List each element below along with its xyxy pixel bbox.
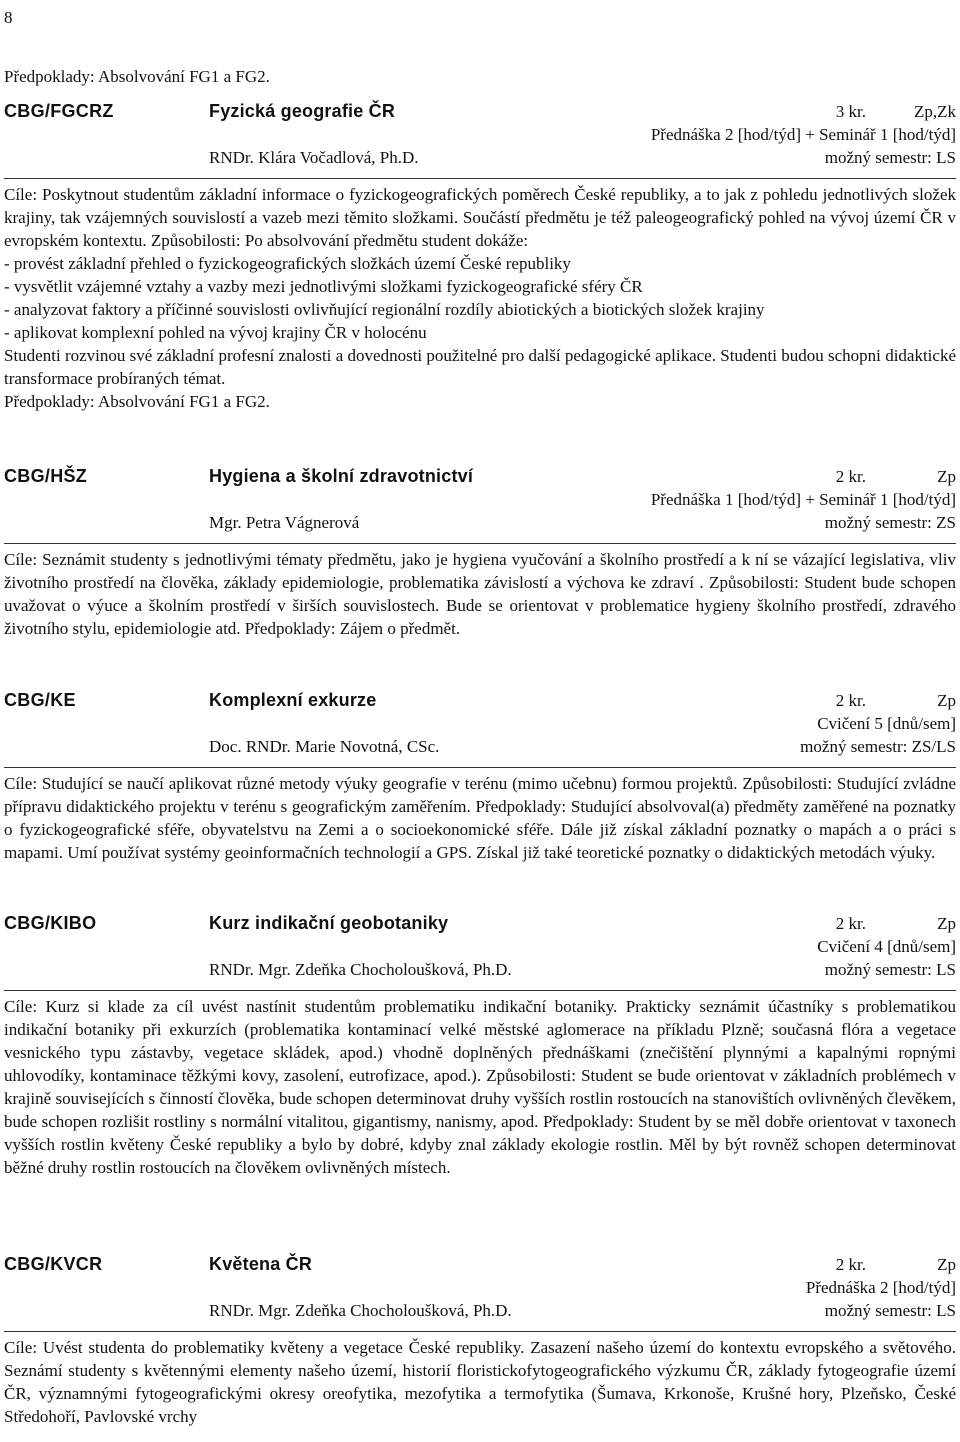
exam-type: Zp [937, 691, 956, 710]
divider [4, 178, 956, 179]
course-code: CBG/KE [4, 690, 76, 710]
course-teacher-row [4, 735, 956, 758]
course-teacher-row [4, 1299, 956, 1322]
course-teacher: Doc. RNDr. Marie Novotná, CSc. [209, 737, 440, 756]
course-semester: možný semestr: LS [824, 960, 956, 979]
course-header [4, 689, 956, 712]
exam-type: Zp,Zk [913, 102, 956, 121]
course-semester: možný semestr: LS [824, 1301, 956, 1320]
divider [4, 1331, 956, 1332]
course-description [4, 548, 956, 640]
credit-count: 2 kr. [835, 914, 866, 933]
course-title: Kurz indikační geobotaniky [209, 913, 449, 933]
course-outcome-paragraph: Studenti rozvinou své základní profesní znalosti a dovednosti použitelné pro další pedagogické aplikace. Studenti budou schopni didaktické transformace probíraných témat. [4, 346, 956, 388]
course-description-paragraph: Cíle: Seznámit studenty s jednotlivými tématy předmětu, jako je hygiena vyučování a školního prostředí a k ní se vázající legislativa, vliv životního prostředí na člověka, základy epidemiologie, problematika závislostí a výchova ke zdraví . Způsobilosti: Student bude schopen uvažovat o výuce a školním prostředí v širších souvislostech. Bude se orientovat v problematice hygieny školního prostředí, zdravého životního stylu, epidemiologie atd. Předpoklady: Zájem o předmět. [4, 550, 956, 638]
bullet-item: - aplikovat komplexní pohled na vývoj krajiny ČR v holocénu [4, 323, 427, 342]
course-title: Hygiena a školní zdravotnictví [209, 466, 474, 486]
credit-count: 2 kr. [835, 467, 866, 486]
course-header [4, 912, 956, 935]
bullet-item: - provést základní přehled o fyzickogeografických složkách území České republiky [4, 254, 571, 273]
credit-count: 3 kr. [835, 102, 866, 121]
course-hours-row [4, 712, 956, 735]
course-description [4, 995, 956, 1179]
course-teacher: RNDr. Klára Vočadlová, Ph.D. [209, 148, 419, 167]
divider [4, 767, 956, 768]
course-kvcr [4, 1253, 956, 1428]
exam-type: Zp [937, 1255, 956, 1274]
course-description [4, 1336, 956, 1428]
course-code: CBG/HŠZ [4, 466, 88, 486]
course-semester: možný semestr: LS [824, 148, 956, 167]
course-hours-row [4, 935, 956, 958]
course-fgcrz [4, 100, 956, 413]
course-credits [836, 689, 956, 712]
course-prerequisites: Předpoklady: Absolvování FG1 a FG2. [4, 392, 270, 411]
course-hours: Cvičení 4 [dnů/sem] [817, 937, 956, 956]
course-teacher-row [4, 958, 956, 981]
exam-type: Zp [937, 467, 956, 486]
course-description [4, 183, 956, 413]
intro-prerequisites: Předpoklady: Absolvování FG1 a FG2. [4, 67, 270, 86]
course-credits [836, 465, 956, 488]
course-teacher-row [4, 146, 956, 169]
course-hsz [4, 465, 956, 640]
course-hours-row [4, 123, 956, 146]
course-credits [836, 1253, 956, 1276]
course-semester: možný semestr: ZS [824, 513, 956, 532]
course-teacher: Mgr. Petra Vágnerová [209, 513, 360, 532]
course-goals-paragraph: Cíle: Poskytnout studentům základní informace o fyzickogeografických poměrech České republiky, a to jak z pohledu jednotlivých složek krajiny, tak vzájemných souvislostí a vazeb mezi těmito složkami. Součástí předmětu je též paleogeografický pohled na vývoj území ČR v evropském kontextu. Způsobilosti: Po absolvování předmětu student dokáže: [4, 185, 956, 250]
course-hours-row [4, 488, 956, 511]
course-hours-row [4, 1276, 956, 1299]
divider [4, 990, 956, 991]
course-title: Komplexní exkurze [209, 690, 377, 710]
course-credits [836, 912, 956, 935]
exam-type: Zp [937, 914, 956, 933]
bullet-item: - vysvětlit vzájemné vztahy a vazby mezi jednotlivými složkami fyzickogeografické sféry ČR [4, 277, 643, 296]
course-teacher-row [4, 511, 956, 534]
course-hours: Přednáška 2 [hod/týd] [805, 1278, 956, 1297]
course-teacher: RNDr. Mgr. Zdeňka Chocholoušková, Ph.D. [209, 1301, 512, 1320]
divider [4, 543, 956, 544]
course-teacher: RNDr. Mgr. Zdeňka Chocholoušková, Ph.D. [209, 960, 512, 979]
course-ke [4, 689, 956, 864]
course-description-paragraph: Cíle: Kurz si klade za cíl uvést nastínit studentům problematiku indikační botaniky. Prakticky seznámit účastníky s problematikou indikační botaniky při exkurzích (problematika kontaminací velké městské aglomerace na příkladu Plzně; současná flóra a vegetace vesnického typu zástavby, vegetace skládek, apod.) vhodně doplněných přednáškami (znečištění plynnými a kapalnými ropnými uhlovodíky, kontaminace těžkými kovy, zasolení, eutrofizace, apod.). Způsobilosti: Student se bude orientovat v základních problémech v krajině souvisejících s činností člověka, bude schopen determinovat druhy vyšších rostlin rostoucích na stanovištích ovlivněných člevěkem, bude schopen rozlišit rostliny s normální vitalitou, gigantismy, nanismy, apod. Předpoklady: Student by se měl dobře orientovat v taxonech vyšších rostlin květeny České republiky a bylo by dobré, kdyby znal základy ekologie rostlin. Měl by být rovněž schopen determinovat běžné druhy rostlin rostoucích na člověkem ovlivněných místech. [4, 997, 956, 1177]
page-number: 8 [4, 8, 13, 27]
course-code: CBG/KVCR [4, 1254, 103, 1274]
course-hours: Přednáška 1 [hod/týd] + Seminář 1 [hod/týd] [650, 490, 956, 509]
course-header [4, 100, 956, 123]
course-header [4, 465, 956, 488]
course-kibo [4, 912, 956, 1179]
course-semester: možný semestr: ZS/LS [800, 737, 956, 756]
credit-count: 2 kr. [835, 691, 866, 710]
course-description [4, 772, 956, 864]
course-description-paragraph: Cíle: Uvést studenta do problematiky květeny a vegetace České republiky. Zasazení našeho území do kontextu evropského a světového. Seznámí studenty s květennými elementy našeho území, historií floristickofytogeografického výzkumu ČR, základy fytogeografie území ČR, významnými fytogeografickými okresy oreofytika, mezofytika a termofytika (Šumava, Krkonoše, Krušné hory, Plzeňsko, České Středohoří, Pavlovské vrchy [4, 1338, 956, 1426]
course-code: CBG/KIBO [4, 913, 97, 933]
credit-count: 2 kr. [835, 1255, 866, 1274]
bullet-item: - analyzovat faktory a příčinné souvislosti ovlivňující regionální rozdíly abiotických a biotických složek krajiny [4, 300, 765, 319]
course-hours: Cvičení 5 [dnů/sem] [817, 714, 956, 733]
course-credits [836, 100, 956, 123]
course-title: Květena ČR [209, 1254, 313, 1274]
course-description-paragraph: Cíle: Studující se naučí aplikovat různé metody výuky geografie v terénu (mimo učebnu) formou projektů. Způsobilosti: Studující zvládne přípravu didaktického projektu v terénu s geografickým zaměřením. Předpoklady: Studující absolvoval(a) předměty zaměřené na poznatky o fyzickogeografické sféře, obyvatelstvu na Zemi a o socioekonomické sféře. Dále již získal základní poznatky o mapách a o práci s mapami. Umí používat systémy geoinformačních technologií a GPS. Získal již také teoretické poznatky o didaktických metodách výuky. [4, 774, 956, 862]
course-code: CBG/FGCRZ [4, 101, 114, 121]
course-header [4, 1253, 956, 1276]
course-title: Fyzická geografie ČR [209, 101, 396, 121]
course-hours: Přednáška 2 [hod/týd] + Seminář 1 [hod/týd] [650, 125, 956, 144]
